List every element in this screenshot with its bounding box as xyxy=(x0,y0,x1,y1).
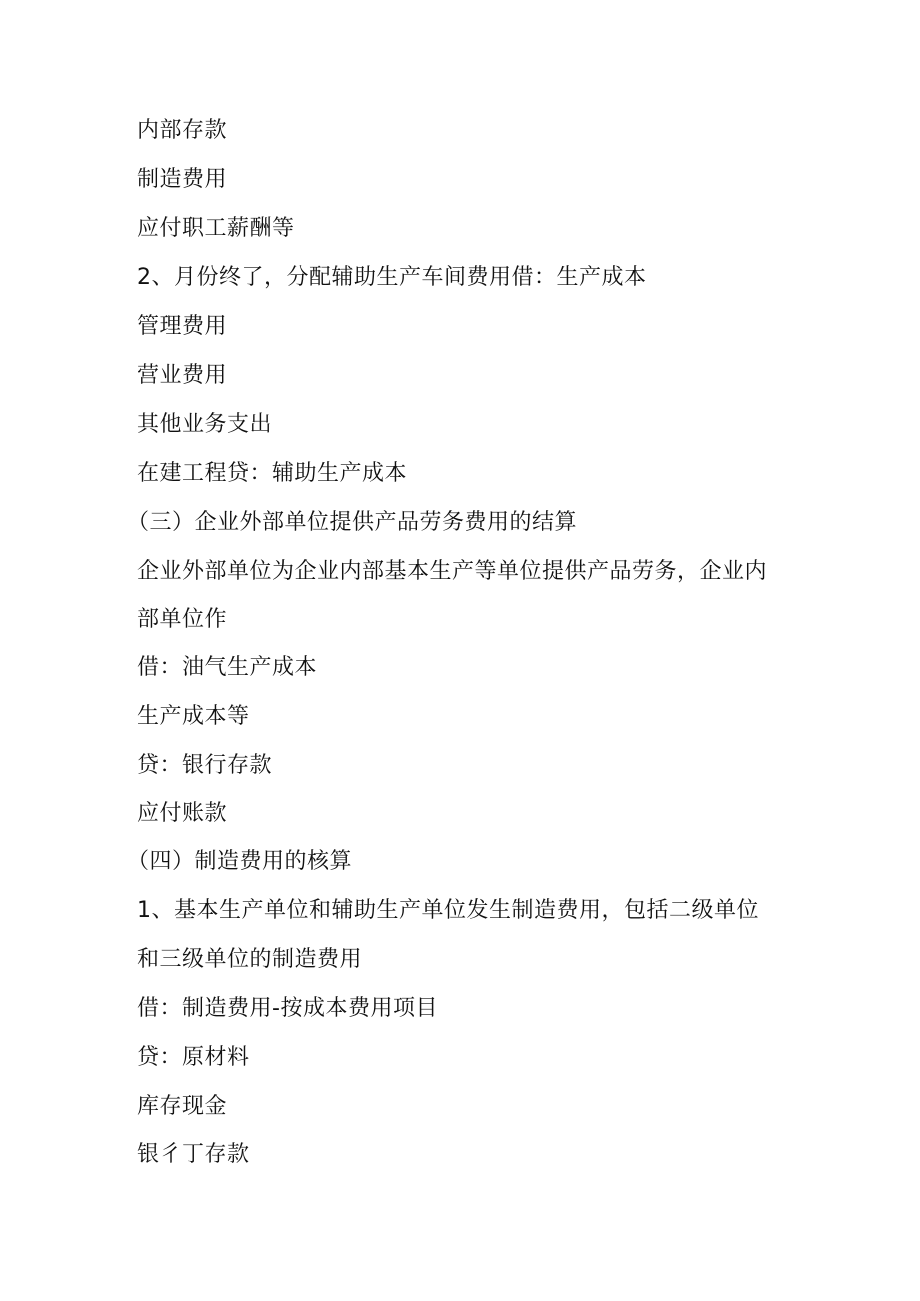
text-line: 生产成本等 xyxy=(137,704,250,729)
text-line: 1、基本生产单位和辅助生产单位发生制造费用，包括二级单位 xyxy=(137,898,759,923)
text-line: 借：油气生产成本 xyxy=(137,655,318,680)
text-line: 库存现金 xyxy=(137,1094,228,1119)
text-line: 在建工程贷：辅助生产成本 xyxy=(137,461,408,486)
section-heading: （四）制造费用的核算 xyxy=(127,849,353,874)
text-line: 营业费用 xyxy=(137,363,228,388)
text-line: 其他业务支出 xyxy=(137,412,273,437)
text-line: 应付职工薪酬等 xyxy=(137,216,295,241)
text-line: 借：制造费用-按成本费用项目 xyxy=(137,996,438,1021)
text-line: 2、月份终了，分配辅助生产车间费用借：生产成本 xyxy=(137,265,647,290)
text-line: 贷：原材料 xyxy=(137,1045,250,1070)
text-line: 应付账款 xyxy=(137,801,228,826)
section-heading: （三）企业外部单位提供产品劳务费用的结算 xyxy=(127,510,578,535)
text-line: 管理费用 xyxy=(137,314,228,339)
text-line: 内部存款 xyxy=(137,118,228,143)
text-line: 银彳丁存款 xyxy=(137,1142,250,1167)
text-line: 部单位作 xyxy=(137,607,228,632)
text-line: 贷：银行存款 xyxy=(137,753,273,778)
text-line: 和三级单位的制造费用 xyxy=(137,947,363,972)
text-line: 企业外部单位为企业内部基本生产等单位提供产品劳务，企业内 xyxy=(137,559,768,584)
text-line: 制造费用 xyxy=(137,167,228,192)
